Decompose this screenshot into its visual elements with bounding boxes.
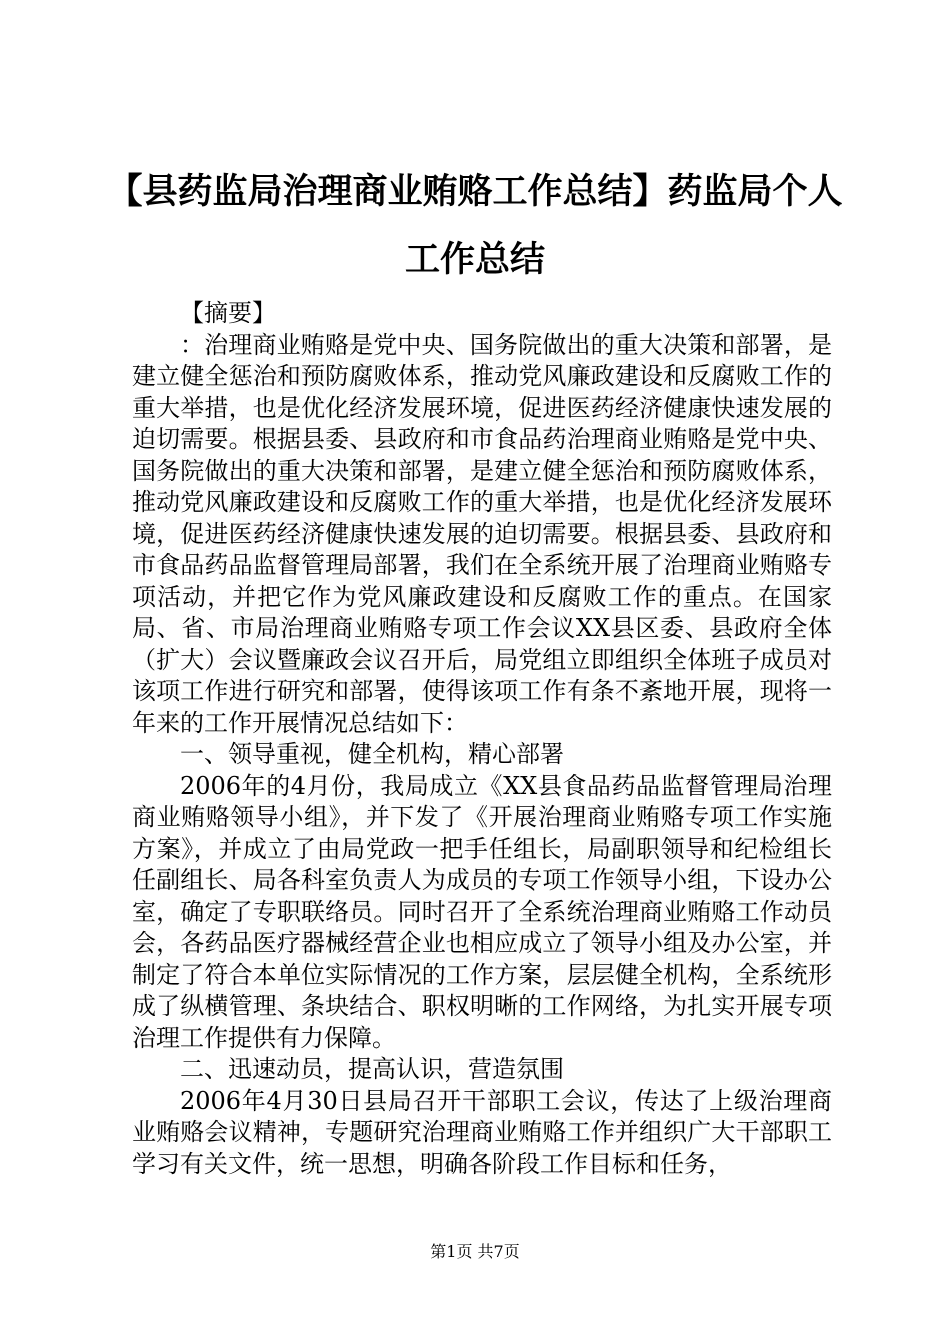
section-paragraph-1: 2006年的4月份，我局成立《XX县食品药品监督管理局治理商业贿赂领导小组》，并下发了《开展治理商业贿赂专项工作实施方案》，并成立了由局党政一把手任组长，局副职领导和纪检组长任副组长、局各科室负责人为成员的专项工作领导小组，下设办公室，确定了专职联络员。同时召开了全系统治理商业贿赂工作动员会，各药品医疗器械经营企业也相应成立了领导小组及办公室，并制定了符合本单位实际情况的工作方案，层层健全机构，全系统形成了纵横管理、条块结合、职权明晰的工作网络，为扎实开展专项治理工作提供有力保障。: [132, 771, 832, 1052]
section-heading-1: 一、领导重视，健全机构，精心部署: [180, 740, 564, 768]
document-body: [132, 298, 832, 1180]
document-title: 【县药监局治理商业贿赂工作总结】药监局个人工作总结: [107, 172, 843, 280]
section-paragraph-2: 2006年4月30日县局召开干部职工会议，传达了上级治理商业贿赂会议精神，专题研究治理商业贿赂工作并组织广大干部职工学习有关文件，统一思想，明确各阶段工作目标和任务，: [132, 1086, 832, 1178]
abstract-paragraph: ：治理商业贿赂是党中央、国务院做出的重大决策和部署，是建立健全惩治和预防腐败体系，推动党风廉政建设和反腐败工作的重大举措，也是优化经济发展环境，促进医药经济健康快速发展的迫切需要。根据县委、县政府和市食品药治理商业贿赂是党中央、国务院做出的重大决策和部署，是建立健全惩治和预防腐败体系，推动党风廉政建设和反腐败工作的重大举措，也是优化经济发展环境，促进医药经济健康快速发展的迫切需要。根据县委、县政府和市食品药品监督管理局部署，我们在全系统开展了治理商业贿赂专项活动，并把它作为党风廉政建设和反腐败工作的重点。在国家局、省、市局治理商业贿赂专项工作会议XX县区委、县政府全体（扩大）会议暨廉政会议召开后，局党组立即组织全体班子成员对该项工作进行研究和部署，使得该项工作有条不紊地开展，现将一年来的工作开展情况总结如下：: [132, 330, 832, 737]
abstract-heading: 【摘要】: [180, 299, 276, 327]
section-heading-2: 二、迅速动员，提高认识，营造氛围: [180, 1055, 564, 1083]
page-number-footer: 第1页 共7页: [430, 1242, 520, 1261]
